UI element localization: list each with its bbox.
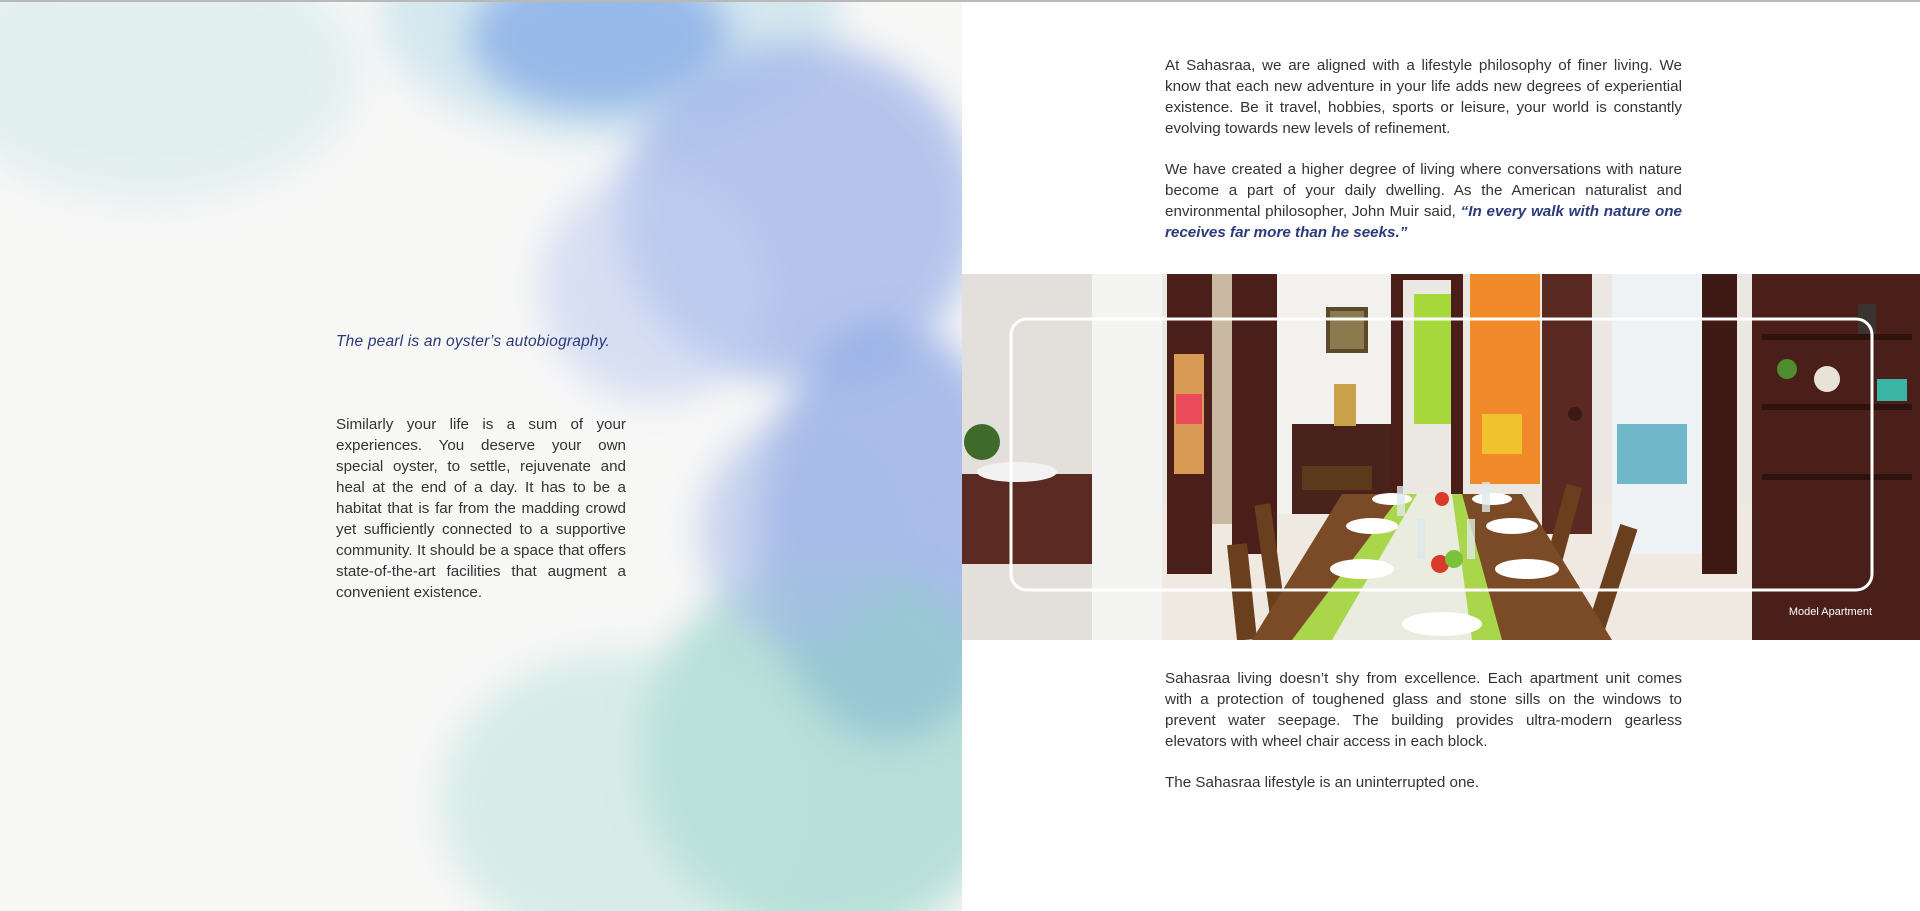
paragraph-nature bbox=[1165, 159, 1682, 243]
paragraph-features: Sahasraa living doesn’t shy from excellence. Each apartment unit comes with a protection of toughened glass and stone sills on the windows to prevent water seepage. The building provides ultra-modern gearless elevators with wheel chair access in each block. bbox=[1165, 670, 1682, 750]
left-body-text: Similarly your life is a sum of your experiences. You deserve your own special oyster, to settle, rejuvenate and heal at the end of a day. It has to be a habitat that is far from the madding crowd yet sufficiently connected to a supportive community. It should be a space that offers state-of-the-art facilities that augment a convenient existence. bbox=[336, 416, 626, 601]
paragraph-nature-text: We have created a higher degree of living where conversations with nature become a part of your daily dwelling. As the American naturalist and environmental philosopher, John Muir said, bbox=[1165, 161, 1682, 220]
left-page bbox=[0, 2, 962, 911]
photo-caption: Model Apartment bbox=[1788, 606, 1872, 618]
paragraph-lifestyle: The Sahasraa lifestyle is an uninterrupted one. bbox=[1165, 774, 1480, 791]
intro-text-block bbox=[1165, 55, 1682, 243]
pull-quote: The pearl is an oyster’s autobiography. bbox=[336, 333, 611, 350]
dining-room-illustration bbox=[962, 274, 1920, 640]
features-text-block bbox=[1165, 668, 1682, 793]
john-muir-quote: “In every walk with nature one receives far more than he seeks.” bbox=[1165, 203, 1682, 241]
paragraph-philosophy: At Sahasraa, we are aligned with a lifestyle philosophy of finer living. We know that each new adventure in your life adds new degrees of experiential existence. Be it travel, hobbies, sports or leisure, your world is constantly evolving towards new levels of refinement. bbox=[1165, 57, 1682, 137]
model-apartment-photo bbox=[962, 274, 1920, 640]
right-page bbox=[962, 2, 1920, 911]
